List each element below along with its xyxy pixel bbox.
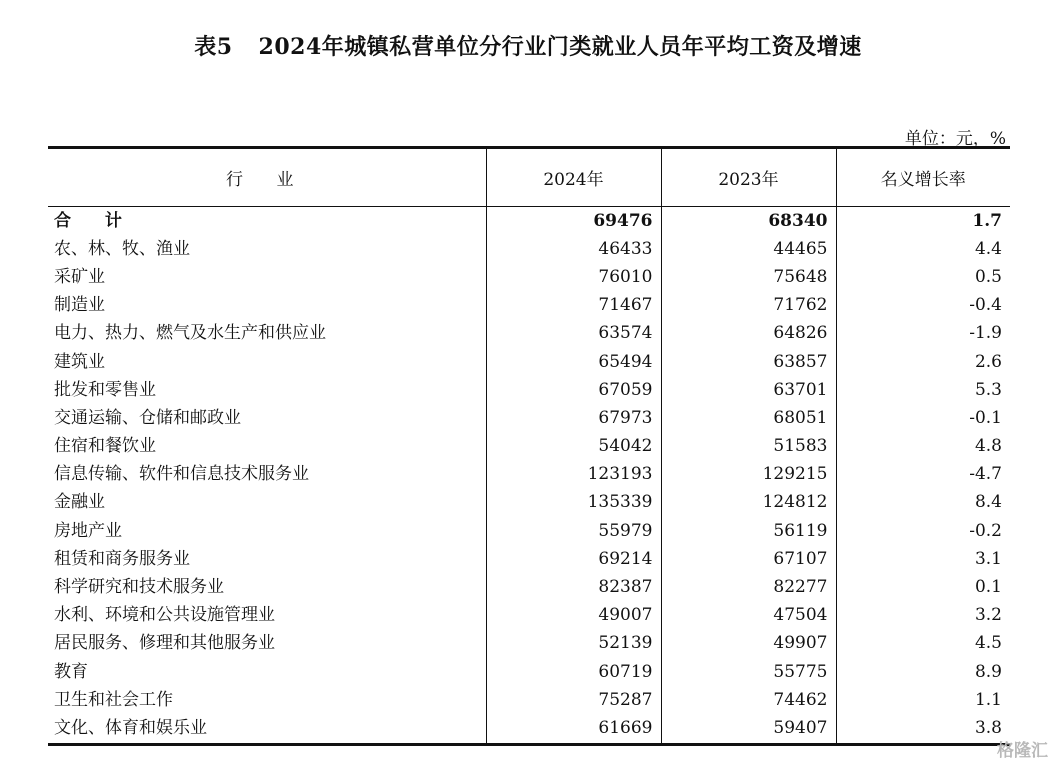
wage-2023-cell: 49907: [661, 630, 836, 658]
industry-cell: 居民服务、修理和其他服务业: [54, 633, 275, 654]
table-row: [48, 376, 1010, 404]
wage-2023-cell: 55775: [661, 658, 836, 686]
table-row: [48, 489, 1010, 517]
industry-cell: 教育: [54, 661, 88, 682]
wage-2023-cell: 67107: [661, 545, 836, 573]
wage-2024-cell: 55979: [486, 517, 661, 545]
wage-2023-cell: 74462: [661, 686, 836, 714]
industry-cell: 采矿业: [54, 266, 105, 287]
table-row: [48, 714, 1010, 744]
wage-2024-cell: 76010: [486, 263, 661, 291]
wage-2024-cell: 67059: [486, 376, 661, 404]
industry-cell: 信息传输、软件和信息技术服务业: [54, 464, 309, 485]
wage-table: [48, 146, 1010, 746]
table-header: [48, 148, 1010, 207]
wage-2023-cell: 124812: [661, 489, 836, 517]
growth-rate-cell: 8.9: [836, 658, 1010, 686]
wage-2023-cell: 71762: [661, 292, 836, 320]
table-number: 表5: [194, 34, 233, 60]
wage-2024-cell: 54042: [486, 433, 661, 461]
growth-rate-cell: 0.5: [836, 263, 1010, 291]
header-industry: 行 业: [48, 148, 486, 207]
growth-rate-cell: -4.7: [836, 461, 1010, 489]
wage-2024-cell: 65494: [486, 348, 661, 376]
table-row: [48, 517, 1010, 545]
wage-2023-cell: 59407: [661, 714, 836, 744]
header-growth: 名义增长率: [836, 148, 1010, 207]
wage-2024-cell: 69214: [486, 545, 661, 573]
header-2023: 2023年: [661, 148, 836, 207]
wage-2023-cell: 129215: [661, 461, 836, 489]
growth-rate-cell: 8.4: [836, 489, 1010, 517]
wage-2023-cell: 51583: [661, 433, 836, 461]
growth-rate-cell: -1.9: [836, 320, 1010, 348]
growth-rate-cell: 5.3: [836, 376, 1010, 404]
growth-rate-cell: 3.8: [836, 714, 1010, 744]
growth-rate-cell: -0.4: [836, 292, 1010, 320]
industry-cell: 交通运输、仓储和邮政业: [54, 407, 241, 428]
growth-rate-cell: 1.7: [836, 207, 1010, 236]
table-row: [48, 630, 1010, 658]
wage-2023-cell: 68340: [661, 207, 836, 236]
watermark-logo: 格隆汇: [997, 741, 1048, 761]
table-row: [48, 602, 1010, 630]
total-row: [48, 207, 1010, 236]
industry-cell: 农、林、牧、渔业: [54, 238, 190, 259]
table-title-text: 2024年城镇私营单位分行业门类就业人员年平均工资及增速: [258, 34, 862, 60]
table-row: [48, 292, 1010, 320]
industry-cell: 卫生和社会工作: [54, 689, 173, 710]
table-row: [48, 658, 1010, 686]
wage-2024-cell: 67973: [486, 404, 661, 432]
wage-2023-cell: 47504: [661, 602, 836, 630]
table-row: [48, 348, 1010, 376]
wage-2024-cell: 63574: [486, 320, 661, 348]
growth-rate-cell: 4.4: [836, 235, 1010, 263]
wage-2024-cell: 60719: [486, 658, 661, 686]
table-row: [48, 235, 1010, 263]
wage-2023-cell: 63857: [661, 348, 836, 376]
table-row: [48, 686, 1010, 714]
growth-rate-cell: 1.1: [836, 686, 1010, 714]
growth-rate-cell: 3.2: [836, 602, 1010, 630]
wage-2023-cell: 68051: [661, 404, 836, 432]
table-title: [0, 30, 1056, 61]
unit-label: 单位：元，%: [904, 129, 1006, 149]
table-row: [48, 461, 1010, 489]
wage-2024-cell: 135339: [486, 489, 661, 517]
industry-cell: 房地产业: [54, 520, 122, 541]
industry-cell: 合 计: [54, 210, 136, 231]
wage-2023-cell: 64826: [661, 320, 836, 348]
table-row: [48, 320, 1010, 348]
wage-2023-cell: 63701: [661, 376, 836, 404]
industry-cell: 水利、环境和公共设施管理业: [54, 605, 275, 626]
growth-rate-cell: 0.1: [836, 573, 1010, 601]
wage-2023-cell: 44465: [661, 235, 836, 263]
growth-rate-cell: 3.1: [836, 545, 1010, 573]
wage-2024-cell: 82387: [486, 573, 661, 601]
wage-2024-cell: 46433: [486, 235, 661, 263]
wage-2024-cell: 71467: [486, 292, 661, 320]
industry-cell: 制造业: [54, 295, 105, 316]
header-2024: 2024年: [486, 148, 661, 207]
industry-cell: 科学研究和技术服务业: [54, 577, 224, 598]
wage-2024-cell: 69476: [486, 207, 661, 236]
wage-2023-cell: 82277: [661, 573, 836, 601]
wage-2023-cell: 56119: [661, 517, 836, 545]
table-row: [48, 404, 1010, 432]
growth-rate-cell: 2.6: [836, 348, 1010, 376]
table-row: [48, 573, 1010, 601]
wage-2023-cell: 75648: [661, 263, 836, 291]
table-body: [48, 207, 1010, 745]
industry-cell: 租赁和商务服务业: [54, 548, 190, 569]
wage-2024-cell: 52139: [486, 630, 661, 658]
growth-rate-cell: -0.1: [836, 404, 1010, 432]
header-row: [48, 148, 1010, 207]
industry-cell: 住宿和餐饮业: [54, 436, 156, 457]
industry-cell: 文化、体育和娱乐业: [48, 714, 486, 744]
wage-2024-cell: 61669: [486, 714, 661, 744]
table-row: [48, 545, 1010, 573]
growth-rate-cell: -0.2: [836, 517, 1010, 545]
industry-cell: 建筑业: [54, 351, 105, 372]
wage-2024-cell: 123193: [486, 461, 661, 489]
growth-rate-cell: 4.5: [836, 630, 1010, 658]
wage-2024-cell: 49007: [486, 602, 661, 630]
growth-rate-cell: 4.8: [836, 433, 1010, 461]
table-row: [48, 433, 1010, 461]
industry-cell: 批发和零售业: [54, 379, 156, 400]
table-row: [48, 263, 1010, 291]
industry-cell: 电力、热力、燃气及水生产和供应业: [54, 323, 326, 344]
industry-cell: 金融业: [54, 492, 105, 513]
wage-2024-cell: 75287: [486, 686, 661, 714]
